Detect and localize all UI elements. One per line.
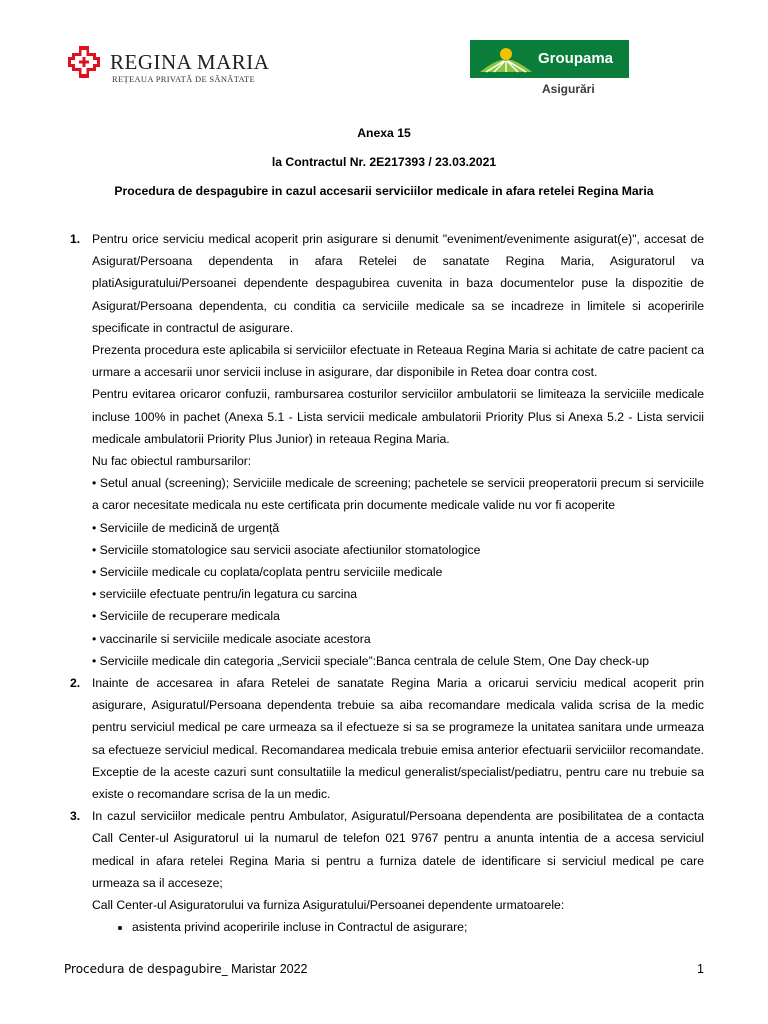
groupama-name: Groupama [538, 50, 614, 67]
groupama-fields-icon [478, 44, 534, 74]
section-1 [70, 228, 704, 672]
exclusion-item: • Setul anual (screening); Serviciile medicale de screening; pachetele se servicii preoperatorii precum si serviciile a caror necesitate medicala nu este certificata prin documente medicale valide nu vor fi acoperite [92, 476, 704, 513]
paragraph: Nu fac obiectul rambursarilor: [92, 454, 252, 469]
section-2 [70, 672, 704, 805]
document-body [70, 228, 704, 939]
page-header [0, 0, 768, 110]
paragraph: Pentru evitarea oricaror confuzii, rambursarea costurilor serviciilor ambulatorii se limiteaza la serviciile medicale incluse 100% in pachet (Anexa 5.1 - Lista servicii medicale ambulatorii Priority Plus si Anexa 5.2 - Lista servicii medicale ambulatorii Priority Plus Junior) in reteaua Regina Maria. [92, 387, 704, 446]
exclusion-item: • Serviciile medicale din categoria „Servicii speciale”:Banca centrala de celule Stem, One Day check-up [92, 653, 650, 668]
paragraph: In cazul serviciilor medicale pentru Ambulator, Asiguratul/Persoana dependenta are posibilitatea de a contacta Call Center-ul Asiguratorul ui la numarul de telefon 021 9767 pentru a anunta intentia de a accesa serviciul medical in afara retelei Regina Maria si pentru a furniza datele de identificare si serviciul medical pe care urmeaza sa il acceseze; [92, 809, 704, 890]
exclusion-item: • Serviciile stomatologice sau servicii asociate afectiunilor stomatologice [92, 542, 481, 557]
regina-maria-logo [66, 44, 276, 88]
groupama-logo [470, 40, 630, 100]
list-item: • asistenta privind acoperirile incluse in Contractul de asigurare; [132, 916, 704, 938]
paragraph: Pentru orice serviciu medical acoperit prin asigurare si denumit "eveniment/evenimente asigurat(e)", accesat de Asigurat/Persoana dependenta in afara Retelei de sanatate Regina Maria, Asiguratorul va platiAsiguratului/Persoanei dependente despagubirea cuvenita in baza documentelor puse la dispozitie de Asigurat/Persoana dependenta, cu conditia ca serviciile medicale sa se incadreze in limitele si acoperirile specificate in contractul de asigurare. [92, 232, 704, 335]
footer-label [64, 962, 308, 976]
section-number: 2. [70, 676, 81, 691]
groupama-banner [470, 40, 629, 78]
exclusion-item: • Serviciile de recuperare medicala [92, 609, 280, 624]
section-number: 1. [70, 232, 81, 246]
document-titles [0, 126, 768, 213]
exclusion-item: • Serviciile de medicină de urgență [92, 520, 280, 535]
paragraph: Inainte de accesarea in afara Retelei de sanatate Regina Maria a oricarui serviciu medical acoperit prin asigurare, Asiguratul/Persoana dependenta trebuie sa aiba recomandare medicala valida scrisa de la medic pentru serviciul medical pe care urmeaza sa il efectueze si sa se programeze la unitatea sanitara unde urmeaza sa efectueze serviciul medical. Recomandarea medicala trebuie emisa anterior efectuarii serviciilor recomandate. Exceptie de la aceste cazuri sunt consultatiile la medicul generalist/specialist/pediatru, pentru care nu trebuie sa existe o recomandare scrisa de la un medic. [92, 676, 704, 802]
exclusion-item: • vaccinarile si serviciile medicale asociate acestora [92, 631, 371, 646]
paragraph: Prezenta procedura este aplicabila si serviciilor efectuate in Reteaua Regina Maria si achitate de catre pacient ca urmare a accesarii unor servicii incluse in asigurare, dar disponibile in Retea doar contra cost. [92, 343, 704, 380]
exclusion-item: • Serviciile medicale cu coplata/coplata pentru serviciile medicale [92, 565, 443, 580]
groupama-subtitle: Asigurări [542, 82, 595, 96]
footer-title: Procedura de despagubire_ [64, 962, 228, 976]
services-list [92, 916, 704, 938]
regina-maria-name: REGINA MARIA [110, 50, 270, 74]
paragraph: Call Center-ul Asiguratorului va furniza Asiguratului/Persoanei dependente urmatoarele: [92, 898, 565, 913]
regina-maria-cross-icon [66, 44, 102, 80]
section-3 [70, 805, 704, 938]
footer-subtitle: Maristar 2022 [227, 962, 308, 976]
contract-reference: la Contractul Nr. 2E217393 / 23.03.2021 [271, 155, 497, 169]
exclusion-item: • serviciile efectuate pentru/in legatura cu sarcina [92, 587, 358, 602]
page-footer [64, 962, 704, 982]
procedure-title: Procedura de despagubire in cazul accesarii serviciilor medicale in afara retelei Regina Maria [114, 184, 654, 198]
page-number: 1 [697, 962, 704, 976]
section-number: 3. [70, 809, 81, 824]
regina-maria-subtitle: REȚEAUA PRIVATĂ DE SĂNĂTATE [112, 74, 256, 84]
annex-title: Anexa 15 [357, 126, 411, 140]
